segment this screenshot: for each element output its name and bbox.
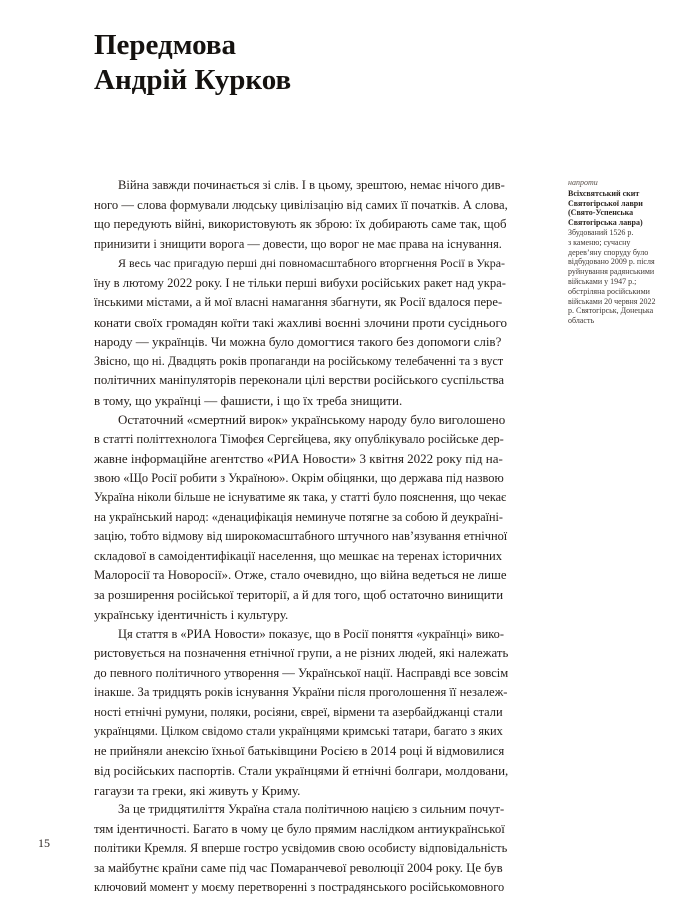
text-line: Ця стаття в «РИА Новости» показує, що в Росії поняття «українці» вико- bbox=[118, 626, 504, 641]
text-line: зацію, тобто відмову від широкомасштабного штучного нав’язування етнічної bbox=[94, 529, 508, 543]
text-line: в статті політтехнолога Тімофєя Сергєйцева, яку опублікувало російське дер- bbox=[94, 431, 504, 446]
text-line: Остаточний «смертний вирок» українському народу було виголошено bbox=[118, 412, 506, 427]
text-line: тям ідентичності. Багато в чому це було прямим наслідком антиукраїнської bbox=[94, 821, 505, 836]
chapter-author: Андрій Курков bbox=[94, 64, 292, 96]
caption-text-line: Збудований 1526 р. bbox=[568, 227, 634, 237]
chapter-title: Передмова bbox=[94, 29, 237, 61]
text-line: політики Кремля. Я вперше гостро усвідомив свою особисту відповідальність bbox=[94, 841, 508, 855]
text-line: політичних маніпуляторів переконали цілі верстви російського суспільства bbox=[94, 373, 505, 387]
text-line: ного — слова формували людську цивілізацію від самих її початків. А слова, bbox=[94, 197, 508, 212]
caption-text-line: військами у 1947 р.; bbox=[568, 276, 637, 286]
text-line: в тому, що українці — фашисти, і що їх треба знищити. bbox=[94, 392, 403, 408]
text-line: ності етнічні румуни, поляки, росіяни, євреї, вірмени та азербайджанці стали bbox=[94, 704, 503, 719]
text-line: Звісно, що ні. Двадцять років пропаганди на російському телебаченні та з вуст bbox=[94, 353, 504, 368]
text-line: Війна завжди починається зі слів. І в цьому, зрештою, немає нічого див- bbox=[118, 178, 505, 192]
text-line: інакше. За тридцять років існування України після проголошення її незалеж- bbox=[94, 685, 508, 699]
text-line: Я весь час пригадую перші дні повномасштабного вторгнення Росії в Укра- bbox=[118, 256, 506, 270]
text-line: жавне інформаційне агентство «РИА Новости» 3 квітня 2022 року під на- bbox=[94, 451, 503, 466]
page-number: 15 bbox=[38, 836, 50, 850]
caption-text-line: р. Святогірськ, Донецька bbox=[568, 306, 654, 316]
text-line: За це тридцятиліття Україна стала політичною нацією з сильним почут- bbox=[118, 802, 505, 816]
text-line: що передують війні, використовують як зброю: їх добирають саме так, щоб bbox=[94, 217, 507, 231]
text-line: складової в самоідентифікації населення, що мешкає на теренах історичних bbox=[94, 548, 503, 563]
caption-title-line: Всіхсвятський скит bbox=[568, 188, 640, 198]
text-line: принизити і знищити ворога — довести, що ворог не має права на існування. bbox=[94, 236, 502, 251]
text-line: їнськими містами, а й мої власні намагання збагнути, як Росії вдалося пере- bbox=[94, 295, 503, 309]
body-text bbox=[94, 176, 508, 898]
text-line: Україна ніколи більше не існуватиме як така, у статті було пояснення, що чекає bbox=[94, 490, 507, 504]
text-line: не прийняли анексію їхньої батьківщини Росією в 2014 році й відмовилися bbox=[94, 743, 505, 758]
chapter-heading bbox=[94, 28, 291, 98]
text-line: українську ідентичність і культуру. bbox=[94, 607, 289, 622]
photo-caption bbox=[568, 178, 668, 326]
text-line: ключовий момент у моєму перетворенні з пострадянського російськомовного bbox=[94, 880, 505, 894]
text-line: народу — українців. Чи можна було домогтися такого без допомоги слів? bbox=[94, 334, 502, 349]
caption-label: напроти bbox=[568, 178, 598, 187]
text-line: Малоросії та Новоросії». Отже, стало очевидно, що війна ведеться не лише bbox=[94, 568, 507, 582]
caption-title-line: Святогірська лавра) bbox=[568, 218, 643, 228]
text-line: до певного політичного утворення — Української нації. Насправді все зовсім bbox=[94, 665, 508, 680]
text-line: за розширення російської території, а й для того, щоб остаточно винищити bbox=[94, 587, 504, 602]
text-line: від російських паспортів. Стали українцями й етнічні болгари, молдовани, bbox=[94, 763, 508, 778]
text-line: українцями. Цілком свідомо стали українцями кримські татари, багато з яких bbox=[94, 724, 503, 738]
caption-text-line: дерев’яну споруду було bbox=[568, 247, 649, 257]
text-line: гагаузи та греки, які живуть у Криму. bbox=[94, 782, 301, 798]
text-line: ристовується на позначення етнічної групи, а не різних людей, які належать bbox=[94, 646, 508, 660]
caption-title-line: (Свято-Успенська bbox=[568, 208, 634, 218]
text-line: їну в лютому 2022 року. І не тільки перші вибухи російських ракет над укра- bbox=[94, 275, 506, 290]
caption-text-line: обстріляна російськими bbox=[568, 286, 650, 296]
text-line: за майбутнє країни саме під час Помаранчевої революції 2004 року. Це був bbox=[94, 860, 503, 875]
text-line: звою «Що Росії робити з Україною». Окрім обіцянки, що держава під назвою bbox=[94, 470, 504, 485]
text-line: на український народ: «денацифікація неминуче потягне за собою й деукраїні- bbox=[94, 509, 503, 524]
caption-text-line: область bbox=[568, 316, 595, 326]
caption-text-line: відбудовано 2009 р. після bbox=[568, 257, 655, 267]
caption-text-line: військами 20 червня 2022 bbox=[568, 296, 656, 306]
text-line: конати своїх громадян коїти такі жахливі воєнні злочини проти сусіднього bbox=[94, 314, 508, 330]
caption-title-line: Святогірської лаври bbox=[568, 198, 643, 208]
caption-text-line: з каменю; сучасну bbox=[568, 237, 631, 247]
caption-text-line: руйнування радянськими bbox=[568, 267, 655, 277]
